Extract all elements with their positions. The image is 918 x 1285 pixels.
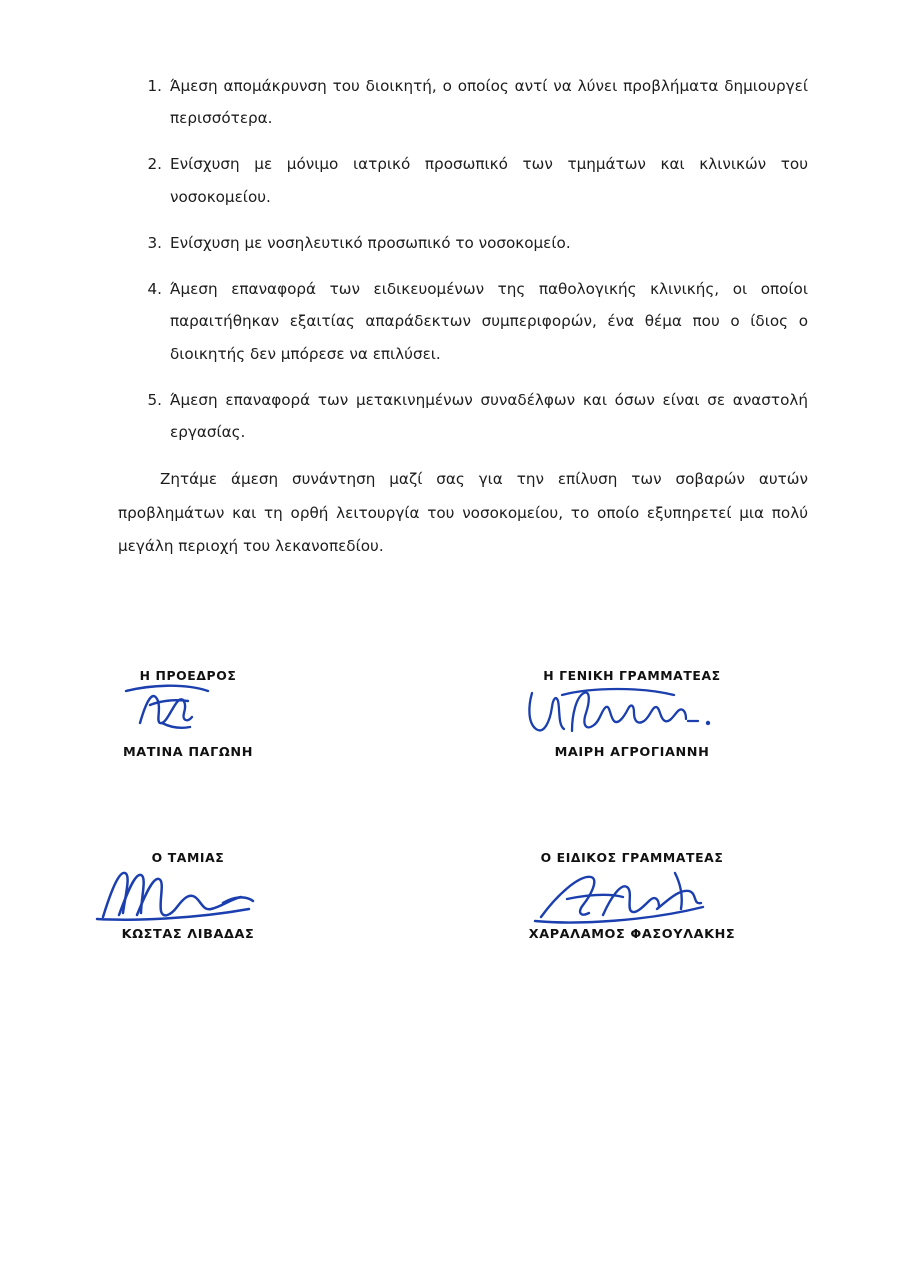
signature-block-president (38, 668, 338, 760)
signature-role: Ο ΕΙΔΙΚΟΣ ΓΡΑΜΜΑΤΕΑΣ (540, 850, 724, 865)
signature-role: Ο ΤΑΜΙΑΣ (151, 850, 225, 865)
list-item (118, 227, 808, 259)
signature-block-treasurer (38, 850, 338, 942)
list-item-text: Άμεση επαναφορά των μετακινημένων συναδέλφων και όσων είναι σε αναστολή εργασίας. (170, 390, 808, 441)
signature-name: ΜΑΤΙΝΑ ΠΑΓΩΝΗ (122, 745, 254, 760)
signature-role: Η ΓΕΝΙΚΗ ΓΡΑΜΜΑΤΕΑΣ (543, 668, 721, 683)
handwritten-signature-icon (482, 865, 782, 927)
list-item-number: 2. (147, 155, 162, 174)
handwritten-signature-icon (38, 865, 338, 927)
list-item-text: Ενίσχυση με μόνιμο ιατρικό προσωπικό των τμημάτων και κλινικών του νοσοκομείου. (170, 155, 808, 206)
closing-paragraph: Ζητάμε άμεση συνάντηση μαζί σας για την επίλυση των σοβαρών αυτών προβλημάτων και τη ορθή λειτουργία του νοσοκομείου, το οποίο εξυπηρετεί μια πολύ μεγάλη περιοχή του λεκανοπεδίου. (118, 470, 808, 556)
demands-list (118, 70, 808, 462)
list-item-number: 4. (147, 280, 162, 299)
handwritten-signature-icon (38, 683, 338, 745)
signature-role: Η ΠΡΟΕΔΡΟΣ (139, 668, 237, 683)
signature-name: ΚΩΣΤΑΣ ΛΙΒΑΔΑΣ (121, 927, 255, 942)
list-item-text: Άμεση επαναφορά των ειδικευομένων της παθολογικής κλινικής, οι οποίοι παραιτήθηκαν εξαιτίας απαράδεκτων συμπεριφορών, ένα θέμα που ο ίδιος ο διοικητής δεν μπόρεσε να επιλύσει. (170, 280, 808, 363)
list-item-number: 3. (147, 233, 162, 252)
list-item (118, 273, 808, 370)
signature-block-special-secretary (482, 850, 782, 942)
list-item (118, 70, 808, 134)
signature-name: ΧΑΡΑΛΑΜΟΣ ΦΑΣΟΥΛΑΚΗΣ (528, 927, 736, 942)
list-item-text: Άμεση απομάκρυνση του διοικητή, ο οποίος αντί να λύνει προβλήματα δημιουργεί περισσότερα. (170, 77, 808, 128)
list-item-text: Ενίσχυση με νοσηλευτικό προσωπικό το νοσοκομείο. (170, 233, 571, 252)
signature-name: ΜΑΙΡΗ ΑΓΡΟΓΙΑΝΝΗ (554, 745, 710, 760)
list-item (118, 384, 808, 448)
list-item-number: 1. (147, 77, 162, 95)
list-item-number: 5. (147, 390, 162, 409)
signature-block-general-secretary (482, 668, 782, 760)
list-item (118, 148, 808, 212)
handwritten-signature-icon (482, 683, 782, 745)
